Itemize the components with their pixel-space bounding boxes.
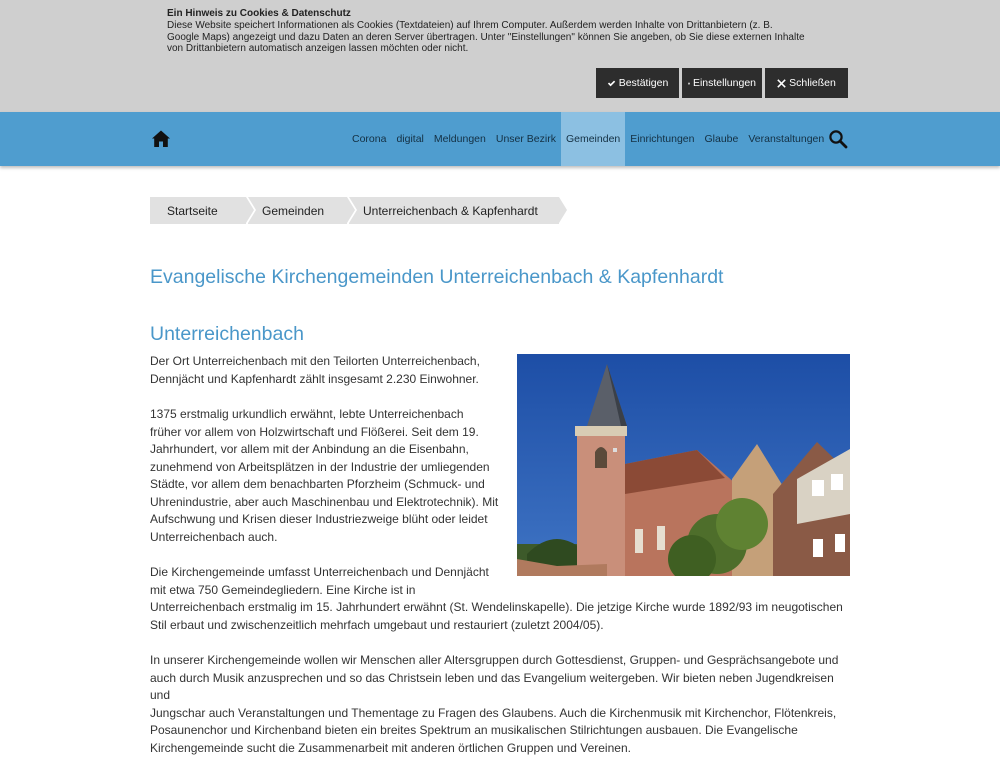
confirm-button[interactable]	[596, 68, 679, 98]
breadcrumb-item-current[interactable]: Unterreichenbach & Kapfenhardt	[349, 197, 559, 224]
nav-item-einrichtungen[interactable]: Einrichtungen	[625, 112, 699, 166]
church-photo	[517, 354, 850, 576]
cookie-text-line: Google Maps) angezeigt und dazu Daten an deren Server übertragen. Unter "Einstellungen" können Sie angeben, ob Sie diese externen Inhalte	[167, 32, 827, 44]
home-icon[interactable]	[151, 129, 171, 149]
close-icon	[777, 79, 786, 88]
close-button[interactable]	[765, 68, 848, 98]
nav-menu	[347, 112, 829, 166]
text-line: In unserer Kirchengemeinde wollen wir Menschen aller Altersgruppen durch Gottesdienst, Gruppen- und Gesprächsangebote und	[150, 652, 850, 670]
text-line: Städte, vor allem dem benachbarten Pforzheim (Schmuck- und	[150, 476, 502, 494]
check-icon	[607, 79, 616, 88]
text-line: Jahrhundert, vor allem mit der Anbindung an die Eisenbahn,	[150, 441, 502, 459]
text-line: Stil erbaut und zwischenzeitlich mehrfach umgebaut und restauriert (zuletzt 2004/05).	[150, 617, 850, 635]
cookie-notice	[167, 8, 827, 55]
breadcrumb-item-gemeinden[interactable]: Gemeinden	[248, 197, 347, 224]
text-line: Der Ort Unterreichenbach mit den Teilorten Unterreichenbach,	[150, 353, 500, 371]
nav-item-gemeinden[interactable]: Gemeinden	[561, 112, 625, 166]
parish-paragraph	[150, 564, 850, 634]
text-line: mit etwa 750 Gemeindegliedern. Eine Kirche ist in	[150, 582, 850, 600]
text-line: Dennjächt und Kapfenhardt zählt insgesamt 2.230 Einwohner.	[150, 371, 500, 389]
close-button-label: Schließen	[789, 77, 836, 89]
nav-item-corona[interactable]: Corona	[347, 112, 391, 166]
nav-item-meldungen[interactable]: Meldungen	[429, 112, 491, 166]
text-line: Die Kirchengemeinde umfasst Unterreichenbach und Dennjächt	[150, 564, 850, 582]
nav-item-unser-bezirk[interactable]: Unser Bezirk	[491, 112, 561, 166]
nav-item-digital[interactable]: digital	[391, 112, 428, 166]
cookie-text-line: von Drittanbietern automatisch anzeigen lassen möchten oder nicht.	[167, 43, 827, 55]
text-line: Aufschwung und Krisen dieser Industriezweige blüht oder leidet	[150, 511, 502, 529]
page-title: Evangelische Kirchengemeinden Unterreichenbach & Kapfenhardt	[150, 266, 723, 289]
section-title: Unterreichenbach	[150, 323, 304, 346]
text-line: Unterreichenbach erstmalig im 15. Jahrhundert erwähnt (St. Wendelinskapelle). Die jetzige Kirche wurde 1892/93 im neugotischen	[150, 599, 850, 617]
text-line: 1375 erstmalig urkundlich erwähnt, lebte Unterreichenbach	[150, 406, 502, 424]
history-paragraph	[150, 406, 502, 546]
breadcrumb	[150, 197, 559, 224]
search-icon[interactable]	[828, 129, 848, 149]
nav-item-glaube[interactable]: Glaube	[699, 112, 743, 166]
confirm-button-label: Bestätigen	[619, 77, 669, 89]
text-line: Uhrenindustrie, aber auch Maschinenbau und Elektrotechnik). Mit	[150, 494, 502, 512]
text-line: auch durch Musik anzusprechen und so das Christsein leben und das Evangelium weitergeben. Wir bieten neben Jugendkreisen und	[150, 670, 850, 705]
text-line: Posaunenchor und Kirchenband bieten ein breites Spektrum an musikalischen Stilrichtungen ausbauen. Die Evangelische	[150, 722, 850, 740]
text-line: Unterreichenbach auch.	[150, 529, 502, 547]
text-line: zunehmend von Arbeitsplätzen in der Industrie der umliegenden	[150, 459, 502, 477]
community-paragraph	[150, 652, 850, 757]
cookie-title: Ein Hinweis zu Cookies & Datenschutz	[167, 8, 827, 20]
cookie-buttons	[596, 68, 848, 98]
cookie-banner	[0, 0, 1000, 112]
breadcrumb-item-startseite[interactable]: Startseite	[150, 197, 246, 224]
intro-paragraph	[150, 353, 500, 388]
gear-icon	[688, 79, 690, 88]
cookie-text-line: Diese Website speichert Informationen als Cookies (Textdateien) auf Ihrem Computer. Außerdem werden Inhalte von Drittanbietern (z. B.	[167, 20, 827, 32]
text-line: Kirchengemeinde sucht die Zusammenarbeit mit anderen örtlichen Gruppen und Vereinen.	[150, 740, 850, 757]
nav-item-veranstaltungen[interactable]: Veranstaltungen	[743, 112, 829, 166]
text-line: früher vor allem von Holzwirtschaft und Flößerei. Seit dem 19.	[150, 424, 502, 442]
settings-button-label: Einstellungen	[693, 77, 756, 89]
main-navigation	[0, 112, 1000, 166]
text-line: Jungschar auch Veranstaltungen und Thementage zu Fragen des Glaubens. Auch die Kirchenmusik mit Kirchenchor, Flötenkreis,	[150, 705, 850, 723]
settings-button[interactable]	[682, 68, 762, 98]
